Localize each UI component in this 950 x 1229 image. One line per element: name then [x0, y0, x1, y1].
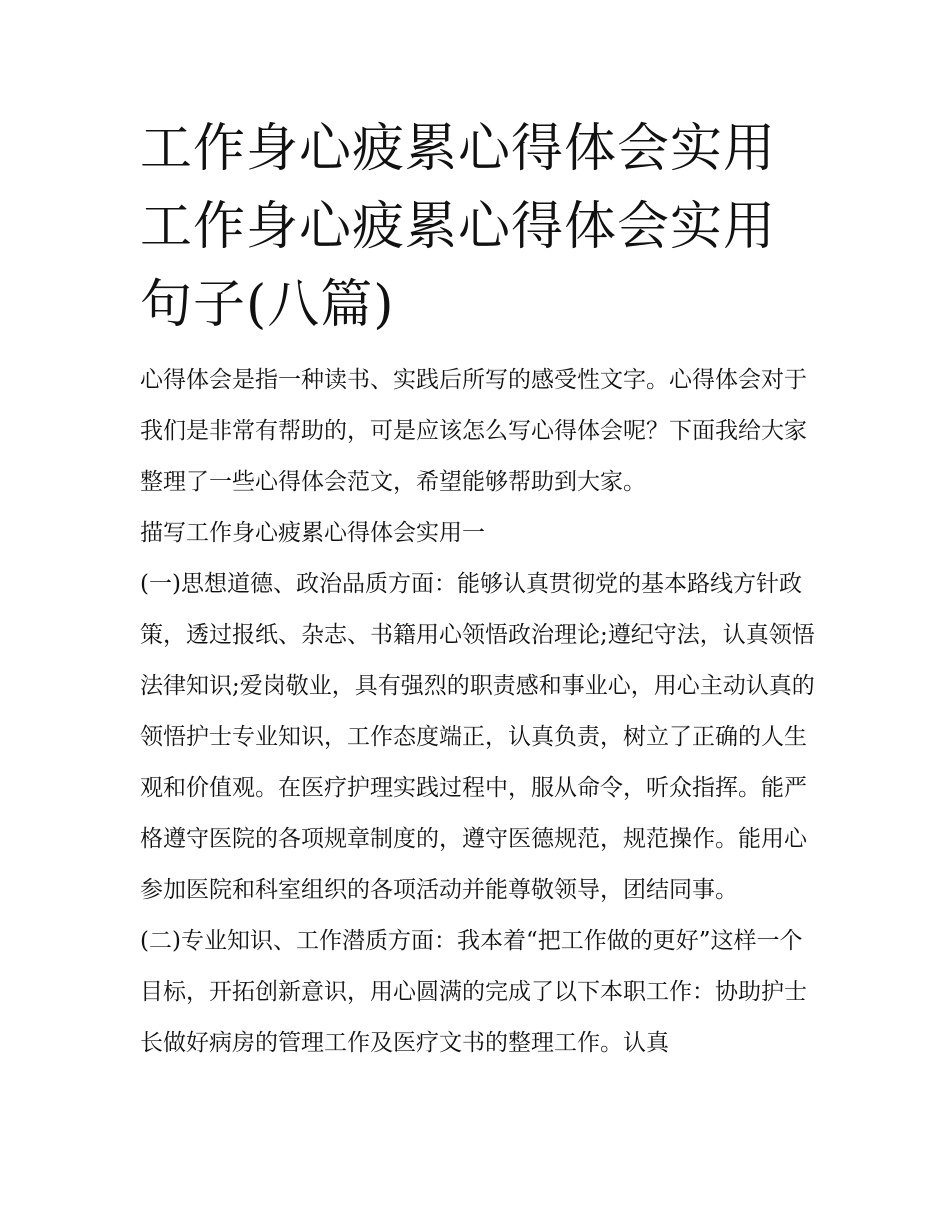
section-heading: 描写工作身心疲累心得体会实用一 — [140, 520, 485, 546]
intro-paragraph: 心得体会是指一种读书、实践后所写的感受性文字。心得体会对于我们是非常有帮助的，可是应该怎么写心得体会呢？下面我给大家整理了一些心得体会范文，希望能够帮助到大家。 — [140, 367, 807, 495]
body-paragraph: (二)专业知识、工作潜质方面：我本着“把工作做的更好”这样一个目标，开拓创新意识，用心圆满的完成了以下本职工作：协助护士长做好病房的管理工作及医疗文书的整理工作。认真 — [140, 928, 807, 1056]
body-paragraph: (一)思想道德、政治品质方面：能够认真贯彻党的基本路线方针政策，透过报纸、杂志、书籍用心领悟政治理论;遵纪守法，认真领悟法律知识;爱岗敬业，具有强烈的职责感和事业心，用心主动认真的领悟护士专业知识，工作态度端正，认真负责，树立了正确的人生观和价值观。在医疗护理实践过程中，服从命令，听众指挥。能严格遵守医院的各项规章制度的，遵守医德规范，规范操作。能用心参加医院和科室组织的各项活动并能尊敬领导，团结同事。 — [140, 571, 815, 903]
document-body — [140, 355, 815, 1069]
document-title: 工作身心疲累心得体会实用 工作身心疲累心得体会实用句子(八篇) — [140, 119, 777, 335]
